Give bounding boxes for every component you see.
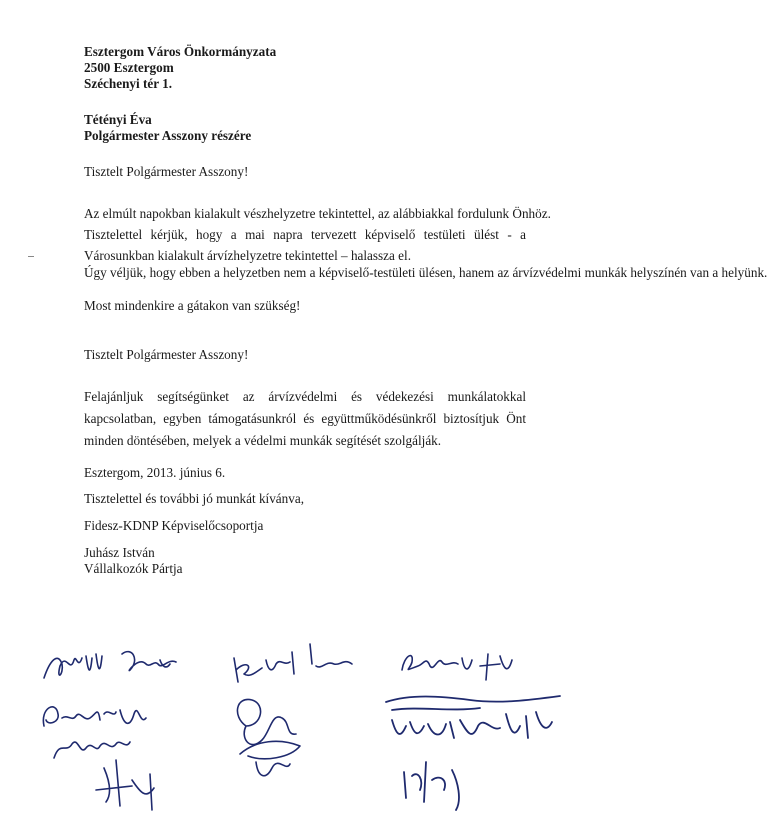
recipient-org: Esztergom Város Önkormányzata xyxy=(84,44,277,59)
paragraph-1-line-1: Az elmúlt napokban kialakult vészhelyzetre tekintettel, az alábbiakkal fordulunk Önhöz. xyxy=(84,206,551,221)
signature-2 xyxy=(234,644,352,682)
margin-mark xyxy=(28,256,34,257)
recipient-attention: Polgármester Asszony részére xyxy=(84,128,252,143)
letter-date: Esztergom, 2013. június 6. xyxy=(84,465,226,480)
sender-person: Juhász István xyxy=(84,545,155,560)
paragraph-1-line-2 xyxy=(84,224,526,266)
signature-6 xyxy=(386,696,560,810)
salutation-1: Tisztelt Polgármester Asszony! xyxy=(84,164,249,179)
paragraph-1-line-3: Úgy véljük, hogy ebben a helyzetben nem a képviselő-testületi ülésen, hanem az árvízvédelmi munkák helyszínén van a helyünk. xyxy=(84,265,767,280)
sender-party: Vállalkozók Pártja xyxy=(84,561,183,576)
signature-1 xyxy=(44,652,176,678)
letter-closing: Tisztelettel és további jó munkát kívánva, xyxy=(84,491,305,506)
sender-group: Fidesz-KDNP Képviselőcsoportja xyxy=(84,518,264,533)
signature-5 xyxy=(237,699,300,775)
signature-4 xyxy=(43,707,154,810)
signatures-area xyxy=(0,630,600,825)
recipient-street: Széchenyi tér 1. xyxy=(84,76,173,91)
paragraph-2-text: Felajánljuk segítségünket az árvízvédelmi és védekezési munkálatokkal kapcsolatban, egyben támogatásunkról és együttműködésünkről biztosítjuk Önt minden döntésében, melyek a védelmi munkák segítését szolgálják. xyxy=(84,389,526,448)
paragraph-1-line-4: Most mindenkire a gátakon van szükség! xyxy=(84,298,301,313)
paragraph-1-text: Tisztelettel kérjük, hogy a mai napra tervezett képviselő testületi ülést - a Városunkban kialakult árvízhelyzetre tekintettel – halassza el. xyxy=(84,227,526,263)
recipient-name: Tétényi Éva xyxy=(84,112,152,127)
recipient-postcode-city: 2500 Esztergom xyxy=(84,60,174,75)
salutation-2: Tisztelt Polgármester Asszony! xyxy=(84,347,249,362)
signature-3 xyxy=(402,654,512,680)
paragraph-2 xyxy=(84,386,526,452)
